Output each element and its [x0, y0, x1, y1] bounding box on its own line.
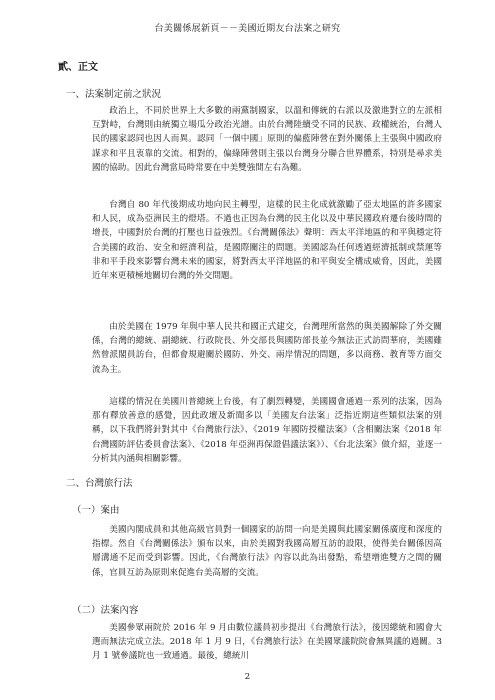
running-head: 台美關係展新頁－－美國近期友台法案之研究 [154, 24, 341, 34]
paragraph-2: 台灣自 80 年代後期成功地向民主轉型，這樣的民主化成就激勵了亞太地區的許多國家和人民，成為亞洲民主的燈塔。不過也正因為台灣的民主化以及中華民國政府遷台後時間的增長，中國對於台灣的打壓也日益強烈。《台灣關係法》聲明：西太平洋地區的和平與穩定符合美國的政治、安全和經濟利益，是國際關注的問題。美國認為任何透過經濟抵制或禁運等非和平手段來影響台灣未來的國家，將對西太平洋地區的和平與安全構成威脅，因此，美國近年來更積極地關切台灣的外交問題。 [92, 200, 442, 282]
heading-taiwan-travel-act: 二、台灣旅行法 [66, 478, 133, 489]
heading-cause: （一）案由 [72, 505, 120, 516]
paragraph-5: 美國內閣成員和其他高級官員對一個國家的訪問一向是美國與此國家關係廣度和深度的指標。然自《台灣關係法》頒布以來，由於美國對我國高層互訪的設限，使得美台關係因高層溝通不足而受到影響。因此，《台灣旅行法》內容以此為出發點，希望增進雙方之間的關係，官員互訪為原則來促進台美高層的交流。 [92, 525, 442, 578]
page-number: 2 [244, 672, 251, 682]
heading-content: （二）法案內容 [72, 605, 139, 616]
paragraph-1: 政治上，不同於世界上大多數的兩黨制國家，以溫和傳統的右派以及激進對立的左派相互對峙，台灣則由統獨立場瓜分政治光譜。由於台灣陸續受不同的民族、政權統治，台灣人民的國家認同也因人而異。認同「一個中國」原則的偏藍陣營在對外關係上主張與中國政府謀求和平且衷靠的交流。相對的，偏綠陣營則主張以台灣身分聯合世界體系，特別是尋求美國的協助。因此台灣當局時常要在中美雙強間左右為難。 [92, 106, 442, 173]
paragraph-6: 美國參眾兩院於 2016 年 9 月由數位議員初步提出《台灣旅行法》，後因總統和國會大選而無法完成立法。2018 年 1 月 9 日，《台灣旅行法》在美國眾議院院會無異議的過關。3 月 1 號參議院也一致通過。最後，總統川 [92, 623, 442, 662]
paragraph-4: 這樣的情況在美國川普總統上台後，有了劇烈轉變，美國國會通過一系列的法案，因為那有釋放善意的感覺，因此政壇及新聞多以「美國友台法案」泛指近期這些類似法案的別稱，以下我們將針對其中《台灣旅行法》、《2019 年國防授權法案》（含相關法案《2018 年台灣國防評估委員會法案》、《2018 年亞洲再保證倡議法案》）、《台北法案》做介紹，並逐一分析其內涵與相關影響。 [92, 397, 442, 464]
paragraph-3: 由於美國在 1979 年與中華人民共和國正式建交，台灣理所當然的與美國解除了外交關係，台灣的總統、副總統、行政院長、外交部長與國防部長並今無法正式訪問華府，美國雖然曾派閣員訪台，但都會規避關於國防、外交、兩岸情況的問題，多以商務、教育等方面交流為主。 [92, 322, 442, 375]
section-title: 貳、正文 [58, 62, 98, 73]
heading-pre-legislation: 一、法案制定前之狀況 [66, 89, 162, 100]
